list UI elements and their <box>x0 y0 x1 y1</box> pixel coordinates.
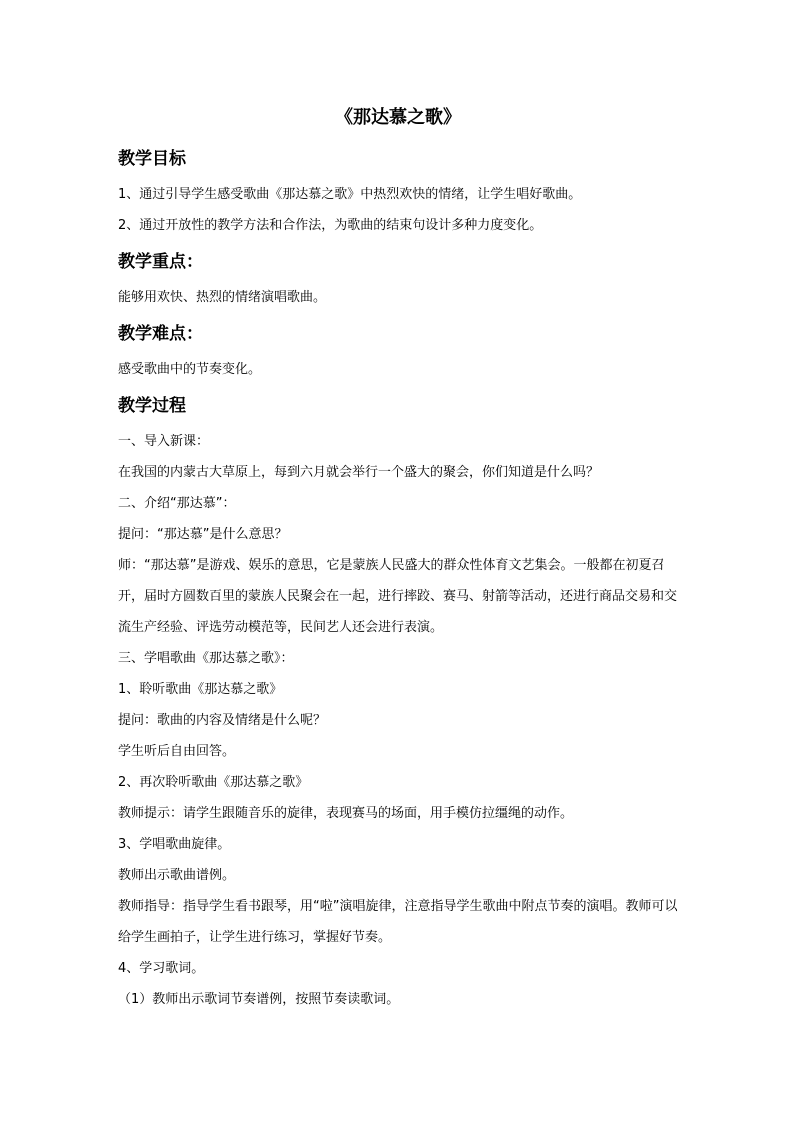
process-line: （1）教师出示歌词节奏谱例，按照节奏读歌词。 <box>118 992 400 1007</box>
difficulties-text: 感受歌曲中的节奏变化。 <box>118 362 262 377</box>
process-line: 在我国的内蒙古大草原上，每到六月就会举行一个盛大的聚会，你们知道是什么吗？ <box>118 465 600 480</box>
process-paragraph: 师：“那达慕”是游戏、娱乐的意思，它是蒙族人民盛大的群众性体育文艺集会。一般都在初夏召开，届时方圆数百里的蒙族人民聚会在一起，进行摔跤、赛马、射箭等活动，还进行商品交易和交流生产经验、评选劳动模范等，民间艺人还会进行表演。 <box>118 558 678 635</box>
process-line: 教师出示歌曲谱例。 <box>118 868 236 883</box>
process-line: 一、导入新课： <box>118 434 210 449</box>
section-heading-goals: 教学目标 <box>118 149 186 169</box>
process-line: 三、学唱歌曲《那达慕之歌》： <box>118 651 294 666</box>
process-line: 二、介绍“那达慕”： <box>118 496 236 511</box>
process-line: 学生听后自由回答。 <box>118 744 236 759</box>
process-line: 教师提示：请学生跟随音乐的旋律，表现赛马的场面，用手模仿拉缰绳的动作。 <box>118 806 574 821</box>
section-heading-process: 教学过程 <box>118 396 186 416</box>
process-paragraph: 教师指导：指导学生看书跟琴，用“啦”演唱旋律，注意指导学生歌曲中附点节奏的演唱。教师可以给学生画拍子，让学生进行练习，掌握好节奏。 <box>118 899 678 945</box>
process-line: 提问：歌曲的内容及情绪是什么呢？ <box>118 713 327 728</box>
process-line: 3、学唱歌曲旋律。 <box>118 837 231 852</box>
goal-item: 1、通过引导学生感受歌曲《那达慕之歌》中热烈欢快的情绪，让学生唱好歌曲。 <box>118 187 582 202</box>
document-title: 《那达慕之歌》 <box>335 107 461 128</box>
section-heading-difficulties: 教学难点： <box>118 324 203 344</box>
section-heading-key-points: 教学重点： <box>118 252 203 272</box>
process-line: 4、学习歌词。 <box>118 961 205 976</box>
document-body <box>118 104 678 1015</box>
process-line: 提问：“那达慕”是什么意思？ <box>118 527 288 542</box>
goal-item: 2、通过开放性的教学方法和合作法，为歌曲的结束句设计多种力度变化。 <box>118 218 543 233</box>
process-line: 2、再次聆听歌曲《那达慕之歌》 <box>118 775 309 790</box>
process-line: 1、聆听歌曲《那达慕之歌》 <box>118 682 283 697</box>
key-points-text: 能够用欢快、热烈的情绪演唱歌曲。 <box>118 290 327 305</box>
